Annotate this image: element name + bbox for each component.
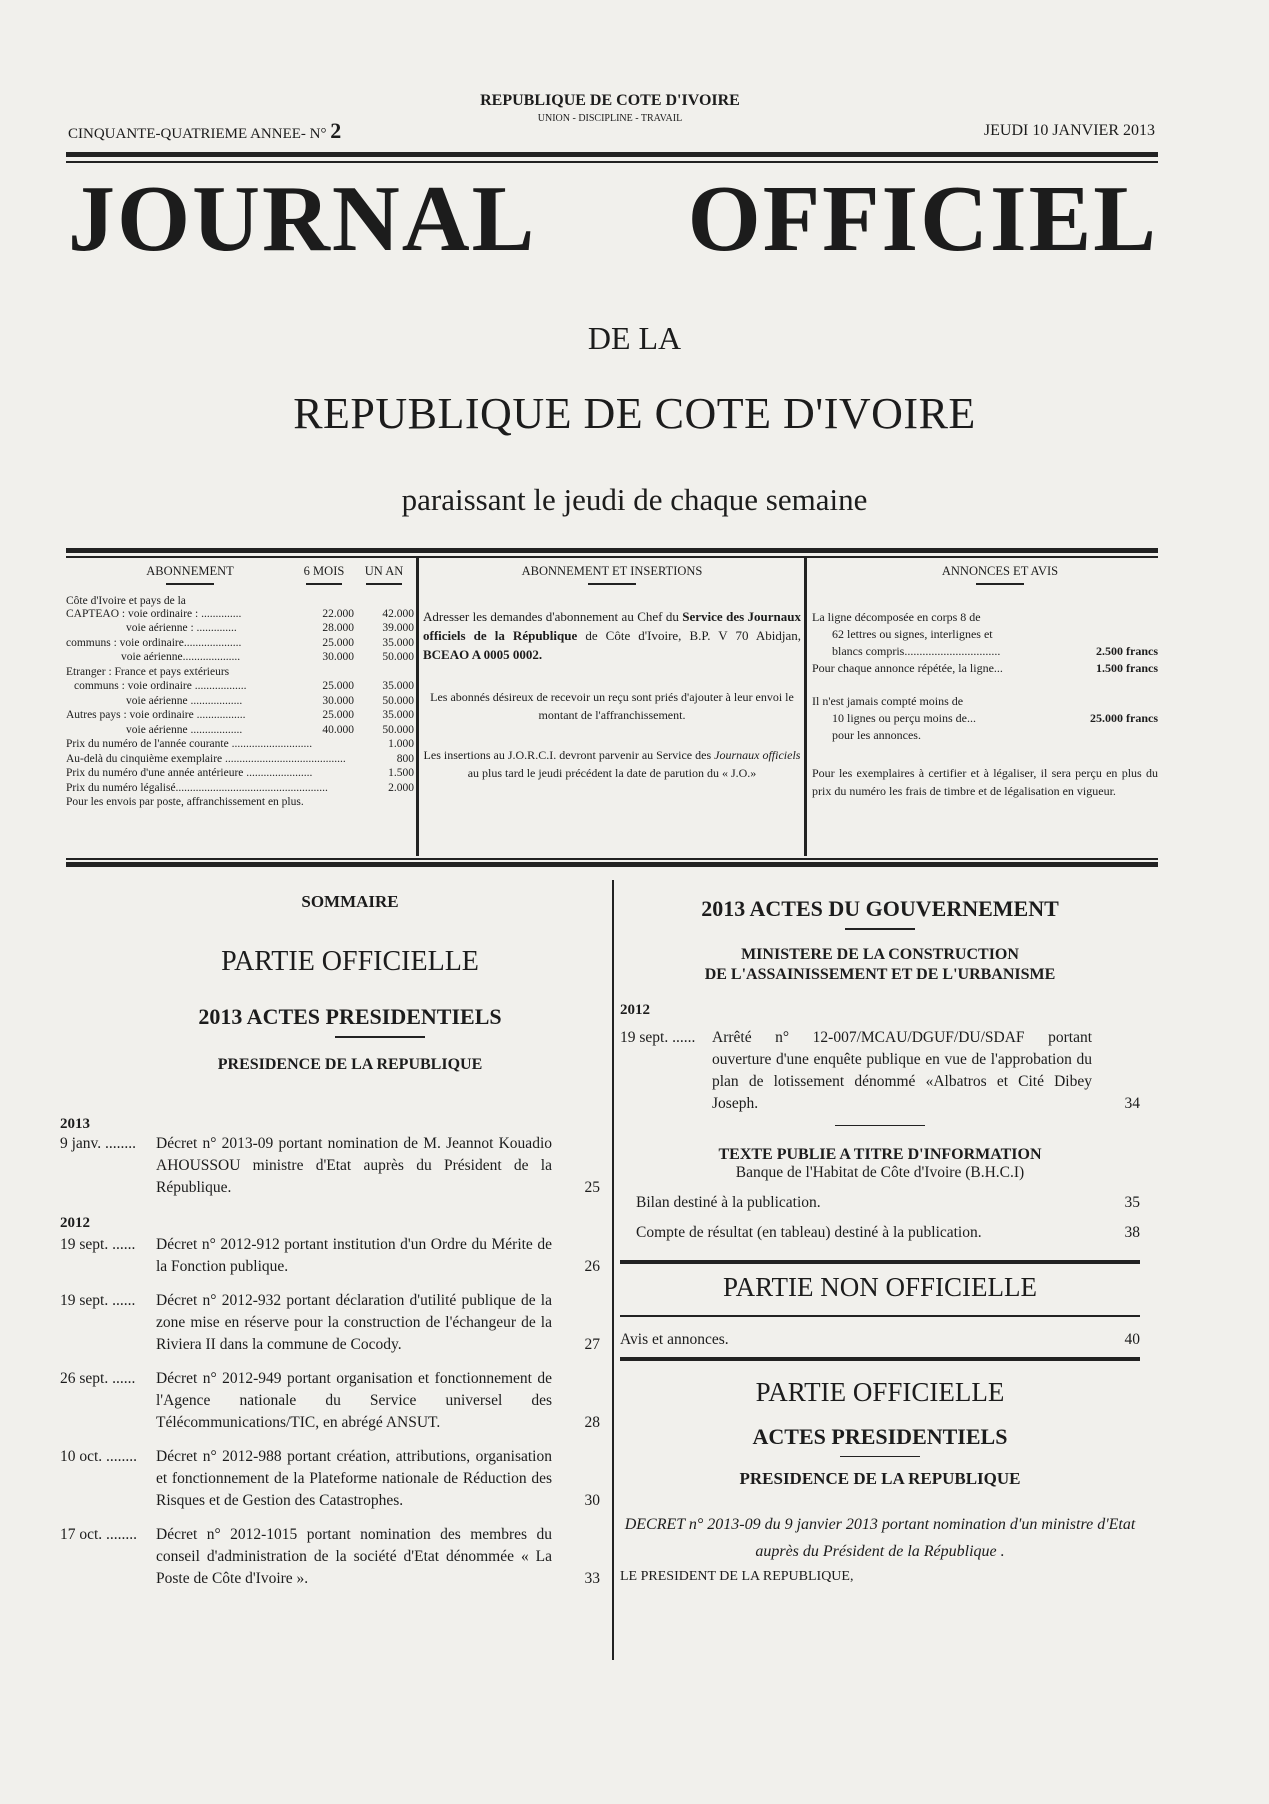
entry-text: Décret n° 2012-949 portant organisation et fonctionnement de l'Agence nationale du Service universel des Télécommunications/TIC, en abrégé ANSUT.	[156, 1369, 552, 1431]
price-label: Prix du numéro d'une année antérieure .......................	[66, 767, 313, 779]
rate-row	[66, 694, 414, 709]
entry-text: Décret n° 2012-932 portant déclaration d'utilité publique de la zone mise en réserve pour la construction de l'échangeur de la Riviera II dans la commune de Cocody.	[156, 1291, 552, 1353]
deadline-end: au plus tard le jeudi précédent la date de parution du « J.O.»	[467, 765, 757, 780]
price-row	[66, 781, 414, 796]
list-item	[620, 1329, 1140, 1351]
sommaire-title: SOMMAIRE	[301, 892, 399, 911]
title-underline	[840, 1456, 920, 1458]
year-label: 2012	[60, 1214, 90, 1231]
rate-6mois: 25.000	[322, 709, 354, 721]
title-underline	[845, 928, 915, 930]
entry-text: Décret n° 2012-912 portant institution d'un Ordre du Mérite de la Fonction publique.	[156, 1235, 552, 1275]
actes-gouvernement-title: 2013 ACTES DU GOUVERNEMENT	[701, 896, 1059, 921]
price-label: Au-delà du cinquième exemplaire ..........................................	[66, 752, 346, 765]
insertions-heading: ABONNEMENT ET INSERTIONS	[521, 564, 703, 578]
annonce-line-5: Il n'est jamais compté moins de	[812, 693, 964, 708]
entry-text: Décret n° 2013-09 portant nomination de M. Jeannot Kouadio AHOUSSOU ministre d'Etat auprès du Président de la République.	[156, 1134, 552, 1196]
annonce-price-1: 2.500 francs	[1096, 643, 1158, 658]
masthead-word-1: JOURNAL	[68, 167, 537, 271]
entry-date: 26 sept. ......	[60, 1369, 136, 1387]
address-block	[423, 607, 801, 664]
entry-text: Décret n° 2012-1015 portant nomination des membres du conseil d'administration de la société d'Etat dénommée « La Poste de Côte d'Ivoire ».	[156, 1525, 552, 1587]
subscription-box	[66, 558, 1158, 858]
address-service: Service des Journaux officiels de la République	[423, 608, 801, 643]
masthead-republic: REPUBLIQUE DE COTE D'IVOIRE	[293, 389, 976, 438]
column-divider	[612, 880, 614, 1660]
annonces-info	[812, 558, 1158, 858]
entry-date: 9 janv. ........	[60, 1134, 137, 1152]
deadline-note	[423, 746, 801, 782]
partie-officielle-title: PARTIE OFFICIELLE	[221, 946, 479, 977]
list-item	[60, 1290, 600, 1356]
subscription-rates	[66, 558, 414, 858]
rate-label: Autres pays : voie ordinaire .................	[66, 709, 246, 721]
list-item	[60, 1234, 600, 1278]
price-row	[66, 752, 414, 767]
avis-page: 40	[1124, 1330, 1140, 1348]
rate-6mois: 30.000	[322, 694, 354, 707]
entry-date: 17 oct. ........	[60, 1525, 138, 1543]
rate-1an: 35.000	[382, 636, 414, 649]
republic-header	[460, 92, 760, 124]
actes-presidentiels-heading: ACTES PRESIDENTIELS	[752, 1423, 1008, 1449]
header-rule-thin	[66, 161, 1158, 163]
region-title: Côte d'Ivoire et pays de la	[66, 594, 186, 607]
rate-row	[66, 665, 414, 680]
box-bottom-rule-thin	[66, 858, 1158, 860]
rate-row	[66, 621, 414, 636]
motto: UNION - DISCIPLINE - TRAVAIL	[537, 113, 683, 124]
edition-number: 2	[330, 118, 342, 143]
info-text: Bilan destiné à la publication.	[636, 1194, 821, 1211]
legalisation-note: Pour les exemplaires à certifier et à légaliser, il sera perçu en plus du prix du numéro les frais de timbre et de légalisation en vigueur.	[812, 765, 1158, 798]
edition-info	[68, 118, 341, 144]
entry-date: 10 oct. ........	[60, 1447, 138, 1465]
rate-label: communs : voie ordinaire ..................	[74, 680, 247, 692]
rate-label: voie aérienne ..................	[126, 694, 243, 707]
title-underline	[335, 1036, 425, 1038]
rate-label: communs : voie ordinaire....................	[66, 636, 242, 649]
publication-frequency: paraissant le jeudi de chaque semaine	[401, 482, 868, 517]
entries-2013	[60, 1133, 600, 1199]
annonce-line-3: blancs compris................................	[832, 643, 1001, 658]
rate-1an: 50.000	[382, 723, 414, 736]
rate-6mois: 28.000	[322, 622, 354, 634]
entries-2012	[60, 1234, 600, 1590]
masthead-title	[68, 167, 1158, 271]
annonce-line-6: 10 lignes ou perçu moins de...	[832, 710, 976, 725]
masthead-word-2: OFFICIEL	[687, 167, 1158, 271]
entry-date: 19 sept. ......	[60, 1235, 136, 1253]
gouvernement-column	[620, 896, 1140, 1585]
sommaire-column	[60, 892, 600, 1590]
info-text: Compte de résultat (en tableau) destiné à la publication.	[636, 1224, 982, 1241]
rate-6mois	[304, 665, 354, 680]
box-divider	[804, 558, 807, 856]
heading-underline	[306, 583, 342, 585]
issue-date: JEUDI 10 JANVIER 2013	[983, 122, 1155, 139]
address-end: de Côte d'Ivoire, B.P. V 70 Abidjan,	[585, 627, 802, 643]
rate-1an: 39.000	[382, 622, 414, 634]
entry-page: 27	[584, 1335, 600, 1353]
info-page: 38	[1124, 1224, 1140, 1241]
rate-6mois: 22.000	[322, 607, 354, 620]
list-item	[620, 1027, 1140, 1115]
entry-page: 28	[584, 1413, 600, 1431]
rate-label: Etranger : France et pays extérieurs	[66, 665, 230, 678]
rate-1an: 35.000	[382, 709, 414, 721]
presidence-title: PRESIDENCE DE LA REPUBLIQUE	[217, 1055, 483, 1073]
entry-page: 26	[584, 1257, 600, 1275]
masthead-de-la: DE LA	[587, 320, 682, 356]
rate-row	[66, 607, 414, 622]
rate-6mois: 40.000	[322, 723, 354, 736]
price-value: 1.000	[388, 738, 414, 750]
rate-1an: 42.000	[382, 607, 414, 620]
deadline-journals: Journaux officiels	[714, 747, 801, 762]
annonce-line-4: Pour chaque annonce répétée, la ligne...	[812, 660, 1003, 675]
rate-label: voie aérienne ..................	[126, 723, 243, 736]
rate-row	[66, 636, 414, 651]
list-item	[620, 1222, 1140, 1244]
ministry-line-2: DE L'ASSAINISSEMENT ET DE L'URBANISME	[704, 965, 1056, 983]
receipt-note: Les abonnés désireux de recevoir un reçu sont priés d'ajouter à leur envoi le montant de l'affranchissement.	[430, 689, 794, 722]
heading-underline	[588, 583, 636, 585]
col-6mois: 6 MOIS	[303, 564, 345, 578]
deadline-start: Les insertions au J.O.R.C.I. devront parvenir au Service des	[423, 747, 712, 762]
avis-text: Avis et annonces.	[620, 1330, 729, 1348]
rate-row	[66, 723, 414, 738]
insertions-info	[423, 558, 801, 858]
col-1an: UN AN	[364, 564, 404, 578]
rate-1an: 50.000	[382, 694, 414, 707]
rate-table	[66, 607, 414, 738]
ministry-line-1: MINISTERE DE LA CONSTRUCTION	[741, 945, 1019, 963]
partie-non-officielle-title: PARTIE NON OFFICIELLE	[723, 1272, 1037, 1302]
rate-row	[66, 650, 414, 665]
edition-prefix: CINQUANTE-QUATRIEME ANNEE- N°	[68, 126, 327, 142]
info-subtitle: Banque de l'Habitat de Côte d'Ivoire (B.H.C.I)	[735, 1164, 1025, 1181]
list-item	[60, 1446, 600, 1512]
price-row	[66, 766, 414, 781]
address-start: Adresser les demandes d'abonnement au Chef du	[423, 608, 679, 624]
rate-label: CAPTEAO : voie ordinaire : ..............	[66, 607, 242, 620]
heading-underline	[976, 583, 1024, 585]
rate-label: voie aérienne : ..............	[126, 622, 237, 634]
box-bottom-rule-thick	[66, 862, 1158, 867]
price-value: 1.500	[388, 767, 414, 779]
annonce-line-2: 62 lettres ou signes, interlignes et	[832, 626, 993, 641]
annonce-line-1: La ligne décomposée en corps 8 de	[812, 609, 981, 624]
annonce-line-7: pour les annonces.	[832, 727, 921, 742]
annonces-heading: ANNONCES ET AVIS	[941, 564, 1059, 578]
partie-officielle-heading: PARTIE OFFICIELLE	[755, 1376, 1005, 1407]
info-title: TEXTE PUBLIE A TITRE D'INFORMATION	[718, 1146, 1042, 1163]
price-value: 2.000	[388, 781, 414, 794]
year-label: 2013	[60, 1115, 90, 1132]
rate-row	[66, 679, 414, 694]
entry-page: 33	[584, 1569, 600, 1587]
rate-row	[66, 708, 414, 723]
year-label: 2012	[620, 1001, 650, 1018]
presidence-heading: PRESIDENCE DE LA REPUBLIQUE	[739, 1469, 1021, 1488]
postage-note: Pour les envois par poste, affranchissement en plus.	[66, 796, 304, 808]
entry-text: Arrêté n° 12-007/MCAU/DGUF/DU/SDAF portant ouverture d'une enquête publique en vue de l'approbation du plan de lotissement dénommé «Albatros et Cité Dibey Joseph.	[712, 1028, 1092, 1112]
rates-heading: ABONNEMENT	[146, 564, 234, 578]
header-rule-thick	[66, 152, 1158, 157]
info-table	[620, 1192, 1140, 1244]
list-item	[60, 1368, 600, 1434]
list-item	[60, 1133, 600, 1199]
republic-name: REPUBLIQUE DE COTE D'IVOIRE	[480, 92, 740, 109]
price-label: Prix du numéro de l'année courante ............................	[66, 738, 313, 750]
price-table	[66, 737, 414, 795]
president-line: LE PRESIDENT DE LA REPUBLIQUE,	[620, 1569, 854, 1584]
entry-text: Décret n° 2012-988 portant création, attributions, organisation et fonctionnement de la Plateforme nationale de Réduction des Risques et de Gestion des Catastrophes.	[156, 1447, 552, 1509]
list-item	[620, 1192, 1140, 1214]
section-rule	[620, 1315, 1140, 1317]
decret-title: DECRET n° 2013-09 du 9 janvier 2013 portant nomination d'un ministre d'Etat auprès du Président de la République .	[624, 1516, 1136, 1560]
actes-presidentiels-title: 2013 ACTES PRESIDENTIELS	[198, 1004, 502, 1029]
rate-1an: 50.000	[382, 651, 414, 663]
price-row	[66, 737, 414, 752]
price-label: Prix du numéro légalisé.....................................................	[66, 781, 328, 794]
info-page: 35	[1124, 1194, 1140, 1211]
list-item	[60, 1524, 600, 1590]
annonce-price-3: 25.000 francs	[1090, 710, 1158, 725]
entry-page: 30	[584, 1491, 600, 1509]
entry-page: 34	[1124, 1094, 1140, 1112]
box-top-rule-thick	[66, 548, 1158, 553]
rate-6mois: 25.000	[322, 680, 354, 692]
annonce-price-2: 1.500 francs	[1096, 660, 1158, 675]
rate-1an: 35.000	[382, 680, 414, 692]
bank-account: BCEAO A 0005 0002.	[423, 646, 543, 662]
section-rule	[620, 1260, 1140, 1264]
entry-date: 19 sept. ......	[620, 1028, 696, 1046]
section-underline	[835, 1125, 925, 1127]
rate-label: voie aérienne....................	[121, 651, 241, 663]
entry-page: 25	[584, 1178, 600, 1196]
box-divider	[416, 558, 419, 856]
price-value: 800	[396, 752, 414, 765]
entry-date: 19 sept. ......	[60, 1291, 136, 1309]
heading-underline	[366, 583, 402, 585]
section-rule	[620, 1357, 1140, 1361]
rate-1an	[354, 665, 414, 680]
heading-underline	[166, 583, 214, 585]
rate-6mois: 30.000	[322, 651, 354, 663]
rate-6mois: 25.000	[322, 636, 354, 649]
